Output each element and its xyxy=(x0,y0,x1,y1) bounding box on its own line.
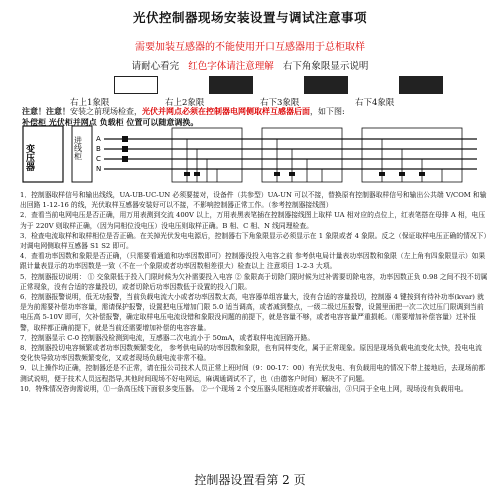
readme-red: 红色字体请注意理解 xyxy=(188,61,274,72)
phase-b: B xyxy=(96,145,101,153)
list-item-1: 1．控制器取样信号和输出线线，UA-UB-UC-UN 必须要接对，设备件（共参型）UA-UN 可以不接，替换原有控制器取样信号和输出公共端 V/COM 和输出回路 1-12-16 的线，光伏取样互感器安装好可以不接，不影响控制器正常工作。（参考控制器接线图） xyxy=(20,191,487,210)
list-item-2: 2．查看当前电网电压是否正确，用万用表测到交流 400V 以上，万用表黑表笔插在控制器接线图上取样 UA 相对应的点位上，红表笔搭在母排 A 相，电压为于 220V 则取样正确，（因为同相位没电压）没电压则取样正确。B 相、C 相、N 线同理检查。 xyxy=(20,211,486,230)
readme-pre: 请耐心看完 xyxy=(131,61,180,72)
list-item-8: 8．控制器投切电容频繁或者功率因数频繁变化， 参考供电局的功率因数和象限，也有同样变化，属于正常现象。原因是现场负载电流变化太快，投电电流变化快导致功率因数频繁变化，又或者现场负载电流非常不稳。 xyxy=(20,344,482,363)
quadrant-4-box xyxy=(399,76,443,94)
page-title: 光伏控制器现场安装设置与调试注意事项 xyxy=(132,10,367,25)
quadrant-2-label: 右上2象限 xyxy=(165,98,205,108)
list-item-10: 10．特殊情况咨询需说明，①一条高压线下面很多变压器。 ②一个现场 2 个变压器头尾相连或者并联输出，③只同于全电上网，现场没有负载用电。 xyxy=(20,384,468,393)
list-item-7: 7．控制器显示 C-0 控制器没检测到电流，互感器二次电流小于 50mA，或者取样电流回路开路。 xyxy=(20,333,315,342)
incoming-cabinet-label: 进线柜 xyxy=(73,136,83,160)
readme-line xyxy=(0,58,500,72)
current-transformers xyxy=(122,136,128,162)
quadrant-1-box xyxy=(114,76,158,94)
quadrant-3-box xyxy=(304,76,348,94)
instruction-list xyxy=(20,190,488,394)
quadrant-1 xyxy=(70,72,160,106)
quadrant-2 xyxy=(165,72,255,106)
quadrant-1-label: 右上1象限 xyxy=(70,98,110,108)
bus-bars xyxy=(104,139,477,169)
branch-cabinets xyxy=(172,128,462,182)
transformer-title: 变压器 xyxy=(24,144,34,171)
phase-c: C xyxy=(96,155,101,163)
note-text2: ，如下图: xyxy=(310,107,345,116)
phase-a: A xyxy=(96,135,101,143)
quadrant-3 xyxy=(260,72,350,106)
wiring-diagram xyxy=(22,124,482,186)
list-item-9: 9．以上操作均正确，控制器还是不正常，请在报公司技术人员正常上班时间（9：00-17：00）有光伏发电、有负载用电的情况下带上接地后，去现场前都测试说明，便于技术人员远程指导,其他时间现场不好电网运，麻调通调试不了，也（由德客户时间）解决不了问题。 xyxy=(20,364,486,383)
breaker-marks xyxy=(184,172,425,176)
list-item-5: 5．控制器报切说明： ① 交象限低于投入门限时候为欠补需要投入电容 ② 象限高于切除门限时候为过补需要切除电容，功率因数正负 0.98 之间不投不切属正常现象，没有合适的容量投切，或者切除后功率因数低于设置的投入门限。 xyxy=(20,272,488,291)
note-text1: 安装之前现场检查， xyxy=(70,107,142,116)
red-subtitle: 需要加装互感器的不能使用开口互感器用于总柜取样 xyxy=(135,42,365,53)
note-red: 光伏并网点必须在控制器电网侧取样互感器后面 xyxy=(142,106,310,116)
note-line2: 补偿柜 光伏柜并网点 负载柜 位置可以随意调换。 xyxy=(22,117,199,127)
quadrant-3-label: 右下3象限 xyxy=(260,98,300,108)
quadrant-legend xyxy=(70,72,450,106)
quadrant-4 xyxy=(355,72,445,106)
list-item-3: 3．检查电流取样和取样相位是否正确。在关掉光伏发电电源后，控制器右下角象限显示必须显示在 1 象限或者 4 象限。反之（保证取样电压正确的情况下）对调电网侧取样互感器 S1 S2 即可。 xyxy=(20,231,487,251)
footer-page-note: 控制器设置看第 2 页 xyxy=(194,473,306,487)
quadrant-4-label: 右下4象限 xyxy=(355,98,395,108)
phase-n: N xyxy=(96,165,102,173)
list-item-4: 4．查看功率因数和象限是否正确，（只需要看通道和功率因数即可）控制器没投入电容之前 参考供电局计量表功率因数和象限（左上角有四象限显示）如果跟计量表显示的功率因数是一致（不在一个象限或者功率因数相差很大）检查以上 注意项目 1-2-3 大项。 xyxy=(20,252,486,271)
quadrant-2-box xyxy=(209,76,253,94)
readme-post: 右下角象限显示说明 xyxy=(282,61,369,72)
list-item-6: 6．控制器报警说明，低无功报警，当前负载电流大小或者功率因数太高，电容器单组容量大，没有合适的容量投切，控制器 4 键按到有待补功率(kvar) 就是为前需要补偿功率容量，需请保护报警，设置把电压增加门限 5.0 适当调高，或者减到整点，一级二级过压报警，设置里面把一次二次过压门限调到当前电压高 5-10V 即可，欠补偿报警，确定取样电压电流设错和象限没问题的前提下，就是容量不够，或者电容容量严重损耗。（需要增加补偿容量）过补报警，取样都正确前提下，就是当前还需要增加补偿的电容容量。 xyxy=(20,293,484,332)
note-bold: 注意！注意！ xyxy=(22,106,70,116)
